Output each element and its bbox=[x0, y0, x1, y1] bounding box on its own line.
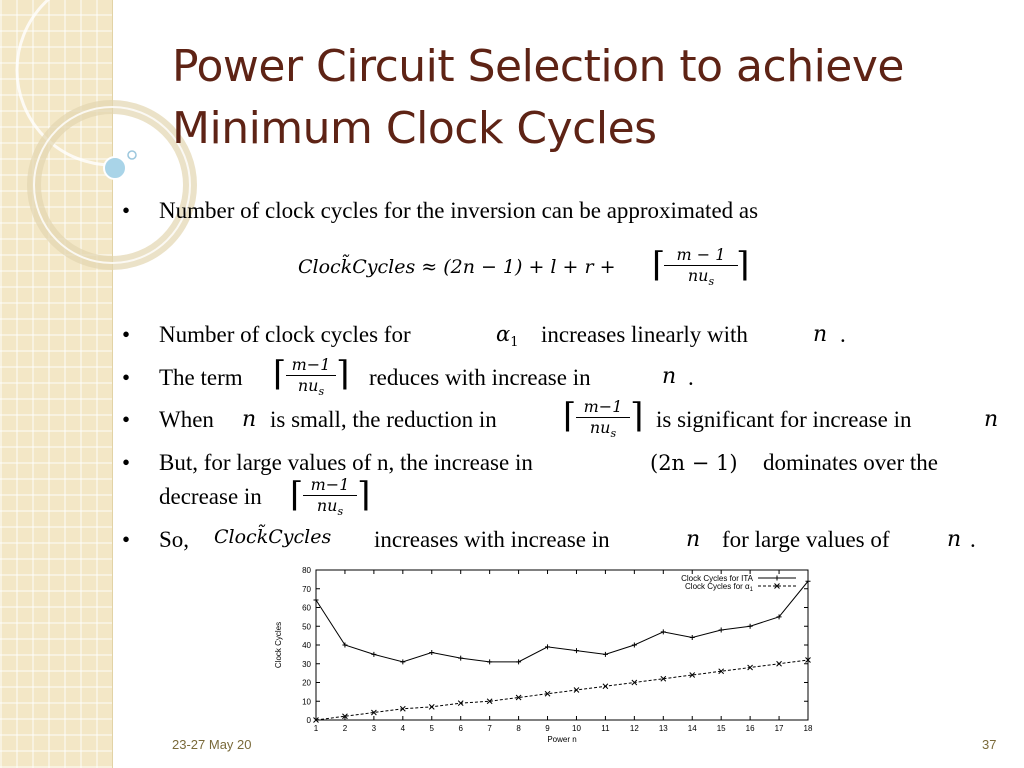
bullet-marker: • bbox=[122, 365, 131, 390]
term-fraction bbox=[576, 398, 630, 443]
ceil-left: ⌈ bbox=[652, 245, 666, 285]
x-tick-label: 6 bbox=[458, 724, 463, 733]
bullet-2-end: . bbox=[840, 322, 846, 347]
bullet-3-text-b: reduces with increase in bbox=[369, 365, 591, 390]
ceil-right: ⌉ bbox=[736, 245, 750, 285]
bullet-marker: • bbox=[122, 407, 131, 432]
x-tick-label: 4 bbox=[400, 724, 406, 733]
legend-marker bbox=[775, 576, 780, 581]
n-symbol: n bbox=[947, 527, 962, 552]
data-point bbox=[574, 648, 579, 653]
bullet-5-text-c: decrease in bbox=[159, 484, 262, 509]
formula-fraction bbox=[664, 246, 738, 291]
term-fraction bbox=[286, 356, 336, 401]
x-tick-label: 12 bbox=[629, 724, 639, 733]
bullet-6-text-b: increases with increase in bbox=[374, 527, 610, 552]
n-symbol: n bbox=[686, 527, 701, 552]
fraction-denominator-sub: s bbox=[708, 275, 715, 289]
series-line bbox=[316, 581, 808, 662]
alpha-symbol: $\alpha_1$ bbox=[496, 322, 519, 351]
x-tick-label: 18 bbox=[803, 724, 813, 733]
n-symbol: n bbox=[242, 407, 257, 432]
x-tick-label: 14 bbox=[687, 724, 697, 733]
data-point bbox=[719, 628, 724, 633]
data-point bbox=[371, 652, 376, 657]
bullet-4-text-a: When bbox=[159, 407, 214, 432]
legend-label: Clock Cycles for $\alpha_1$ bbox=[685, 582, 753, 593]
bullet-5-text-b: dominates over the bbox=[763, 450, 939, 475]
plot-frame bbox=[316, 570, 808, 720]
decorative-rings bbox=[0, 0, 140, 300]
bullet-4-text-c: is significant for increase in bbox=[656, 407, 912, 432]
fraction-denominator-sub: s bbox=[337, 505, 344, 519]
y-tick-label: 20 bbox=[302, 678, 311, 688]
ceil-right: ⌉ bbox=[630, 396, 644, 436]
bullet-marker: • bbox=[122, 198, 131, 223]
legend-label: Clock Cycles for ITA bbox=[681, 574, 753, 583]
x-tick-label: 16 bbox=[745, 724, 755, 733]
data-point bbox=[487, 659, 492, 664]
bullet-2-text-b: increases linearly with bbox=[541, 322, 748, 347]
x-tick-label: 10 bbox=[572, 724, 581, 733]
decorative-side-strip bbox=[0, 0, 113, 768]
footer-date: 23-27 May 20 bbox=[172, 737, 252, 752]
data-point bbox=[632, 643, 637, 648]
ceil-left: ⌈ bbox=[290, 475, 304, 515]
bullet-5-text-a: But, for large values of n, the increase in bbox=[159, 450, 533, 475]
x-tick-label: 15 bbox=[716, 724, 726, 733]
data-point bbox=[603, 684, 608, 689]
y-tick-label: 70 bbox=[302, 584, 311, 594]
bullet-marker: • bbox=[122, 322, 131, 347]
x-tick-label: 9 bbox=[545, 724, 550, 733]
data-point bbox=[661, 629, 666, 634]
formula-lhs: Clock̃Cycles ≈ (2n − 1) + l + r + bbox=[298, 256, 616, 278]
data-point bbox=[429, 650, 434, 655]
x-tick-label: 8 bbox=[516, 724, 521, 733]
x-tick-label: 7 bbox=[487, 724, 492, 733]
decorative-dot-icon bbox=[104, 157, 126, 179]
y-tick-label: 40 bbox=[302, 641, 311, 650]
fraction-numerator: m−1 bbox=[310, 475, 350, 494]
n-symbol: n bbox=[984, 407, 999, 432]
y-tick-label: 30 bbox=[302, 659, 311, 669]
clockcycles-expression: Clock̃Cycles bbox=[214, 526, 332, 548]
x-tick-label: 2 bbox=[342, 724, 348, 733]
data-point bbox=[516, 659, 521, 664]
y-tick-label: 10 bbox=[302, 697, 311, 707]
x-tick-label: 1 bbox=[313, 724, 319, 733]
bullet-3-end: . bbox=[688, 365, 694, 390]
x-tick-label: 3 bbox=[371, 724, 377, 733]
slide-title: Power Circuit Selection to achieve Minimum Clock Cycles bbox=[172, 41, 904, 154]
y-tick-label: 50 bbox=[302, 622, 311, 632]
fraction-denominator: nu bbox=[687, 266, 709, 285]
expression-2n-minus-1: (2n − 1) bbox=[650, 451, 738, 475]
x-tick-label: 13 bbox=[658, 724, 668, 733]
fraction-denominator: nu bbox=[589, 418, 611, 437]
y-tick-label: 80 bbox=[302, 566, 311, 575]
fraction-numerator: m−1 bbox=[291, 355, 331, 374]
bullet-3-text-a: The term bbox=[159, 365, 243, 390]
x-tick-label: 5 bbox=[429, 724, 434, 733]
n-symbol: n bbox=[662, 364, 677, 389]
bullet-2-text-a: Number of clock cycles for bbox=[159, 322, 411, 347]
fraction-denominator: nu bbox=[297, 376, 319, 395]
ceil-left: ⌈ bbox=[563, 396, 577, 436]
ceil-right: ⌉ bbox=[336, 354, 350, 394]
y-tick-label: 60 bbox=[302, 603, 311, 613]
bullet-6-text-a: So, bbox=[159, 527, 190, 552]
fraction-denominator-sub: s bbox=[318, 385, 325, 399]
series-line bbox=[316, 660, 808, 720]
data-point bbox=[429, 704, 434, 709]
ceil-left: ⌈ bbox=[273, 354, 287, 394]
data-point bbox=[342, 643, 347, 648]
x-axis-label: Power n bbox=[547, 735, 577, 744]
data-point bbox=[545, 644, 550, 649]
y-axis-label: Clock Cycles bbox=[274, 621, 283, 669]
bullet-marker: • bbox=[122, 527, 131, 552]
page-number: 37 bbox=[982, 737, 997, 752]
bullet-4-text-b: is small, the reduction in bbox=[270, 407, 497, 432]
fraction-denominator: nu bbox=[316, 496, 338, 515]
x-tick-label: 17 bbox=[774, 724, 784, 733]
fraction-denominator-sub: s bbox=[610, 427, 617, 441]
term-fraction bbox=[303, 476, 357, 521]
data-point bbox=[777, 661, 782, 666]
data-point bbox=[400, 659, 405, 664]
n-symbol: n bbox=[813, 322, 828, 347]
data-point bbox=[458, 656, 463, 661]
data-point bbox=[748, 624, 753, 629]
y-tick-label: 0 bbox=[306, 716, 311, 725]
data-point bbox=[690, 635, 695, 640]
fraction-numerator: m − 1 bbox=[676, 245, 726, 264]
clock-cycles-chart bbox=[265, 560, 825, 750]
bullet-6-text-c: for large values of bbox=[722, 527, 890, 552]
data-point bbox=[603, 652, 608, 657]
data-point bbox=[314, 598, 319, 603]
ceil-right: ⌉ bbox=[357, 475, 371, 515]
bullet-1-text: Number of clock cycles for the inversion can be approximated as bbox=[159, 198, 759, 223]
bullet-marker: • bbox=[122, 450, 131, 475]
bullet-6-end: . bbox=[970, 527, 976, 552]
x-tick-label: 11 bbox=[601, 724, 610, 733]
fraction-numerator: m−1 bbox=[583, 397, 623, 416]
